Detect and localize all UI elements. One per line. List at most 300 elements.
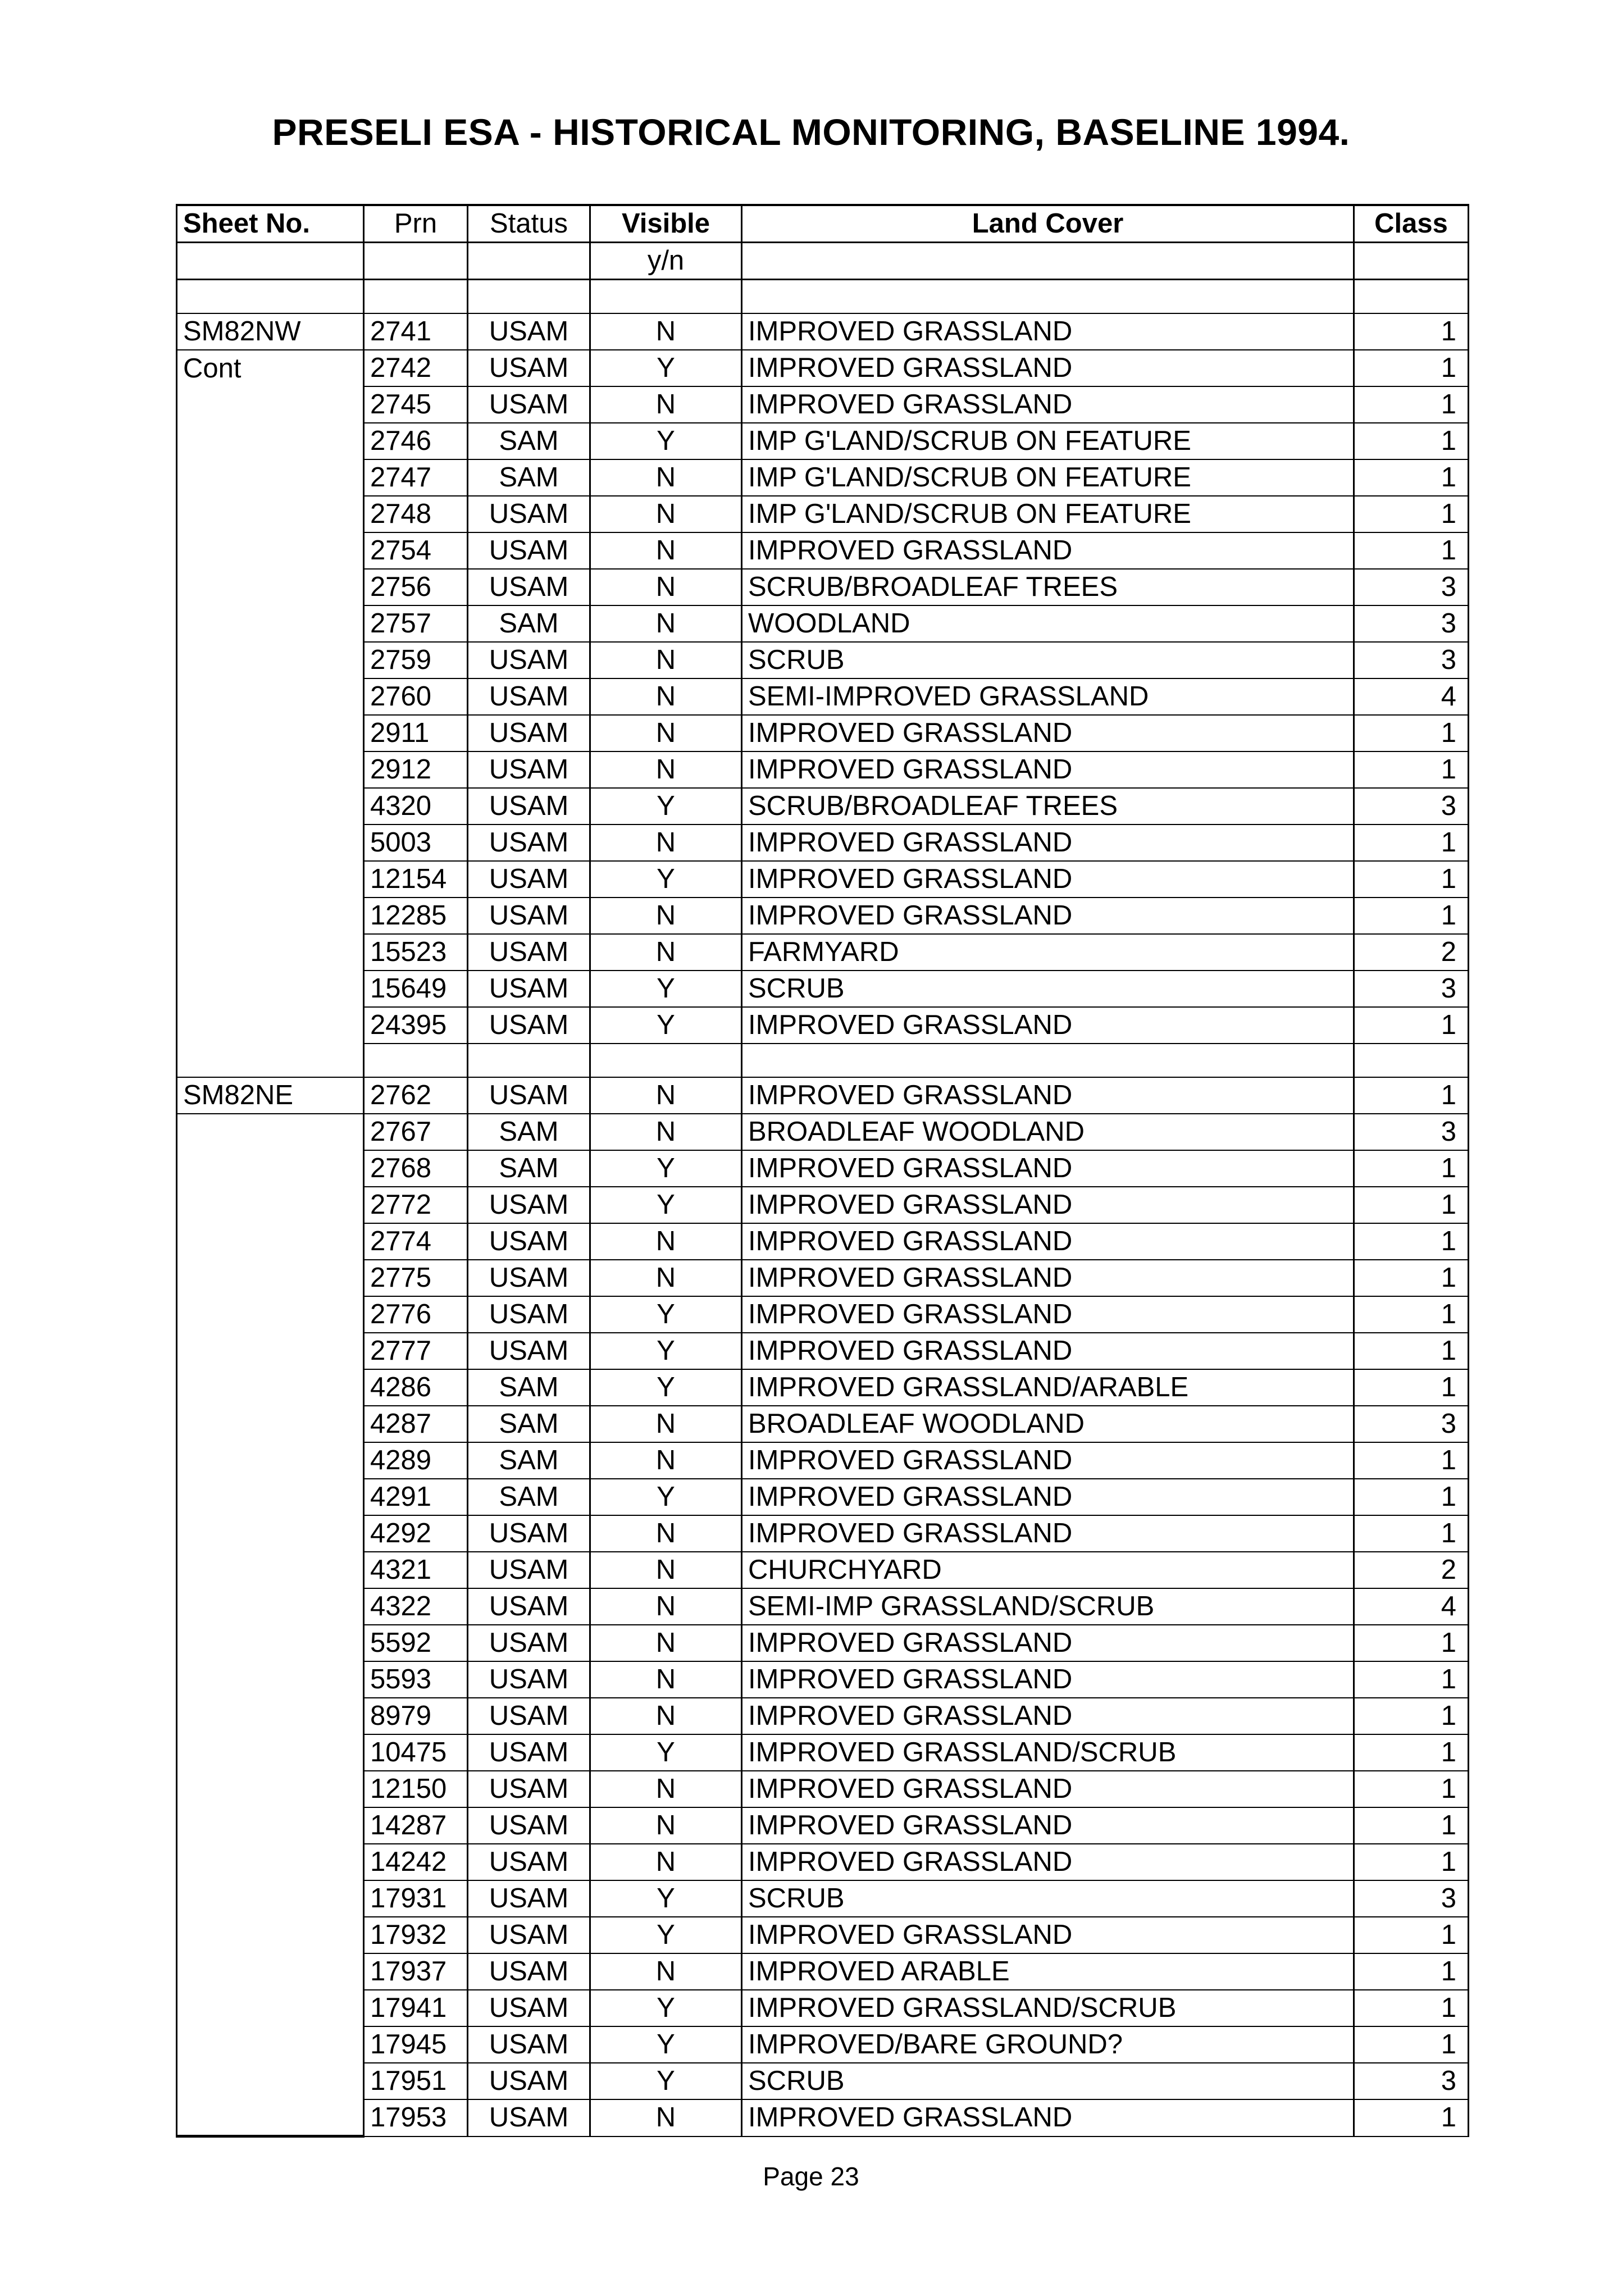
status-cell: SAM [468,1150,590,1187]
land-cover-cell: IMPROVED GRASSLAND [742,1223,1354,1260]
visible-cell: N [590,642,742,678]
status-cell: USAM [468,1698,590,1734]
visible-cell: N [590,1077,742,1114]
status-cell: USAM [468,1187,590,1223]
visible-cell: N [590,1844,742,1880]
visible-cell: Y [590,1296,742,1333]
prn-cell: 2768 [364,1150,468,1187]
class-cell: 1 [1354,1917,1469,1953]
land-cover-cell: IMPROVED GRASSLAND [742,350,1354,386]
table-row [177,1479,1469,1515]
status-cell: USAM [468,861,590,898]
visible-cell: Y [590,1990,742,2026]
spacer-cell [468,1044,590,1077]
prn-cell: 2912 [364,751,468,788]
status-cell: USAM [468,496,590,532]
land-cover-cell: SCRUB/BROADLEAF TREES [742,569,1354,605]
land-cover-cell: SEMI-IMPROVED GRASSLAND [742,678,1354,715]
table-row [177,1515,1469,1552]
visible-cell: N [590,715,742,751]
land-cover-cell: IMPROVED GRASSLAND [742,1479,1354,1515]
sheet-cell [177,2063,364,2099]
class-cell: 1 [1354,1260,1469,1296]
sheet-cell: SM82NW [177,313,364,350]
class-cell: 1 [1354,496,1469,532]
land-cover-cell: SCRUB/BROADLEAF TREES [742,788,1354,824]
land-cover-cell: IMPROVED GRASSLAND [742,1077,1354,1114]
status-cell: USAM [468,642,590,678]
table-row [177,1844,1469,1880]
class-cell: 1 [1354,423,1469,459]
table-row [177,2026,1469,2063]
class-cell: 3 [1354,971,1469,1007]
land-cover-cell: BROADLEAF WOODLAND [742,1114,1354,1150]
prn-cell: 2756 [364,569,468,605]
sheet-cell [177,1990,364,2026]
visible-cell: N [590,459,742,496]
status-cell: SAM [468,1442,590,1479]
visible-cell: N [590,1771,742,1807]
class-cell: 1 [1354,1807,1469,1844]
status-cell: USAM [468,1625,590,1661]
class-cell: 1 [1354,1296,1469,1333]
prn-cell: 2760 [364,678,468,715]
table-row [177,1369,1469,1406]
table-row [177,1552,1469,1588]
prn-cell: 2748 [364,496,468,532]
land-cover-cell: SCRUB [742,971,1354,1007]
land-cover-cell: IMPROVED GRASSLAND [742,1150,1354,1187]
table-row [177,788,1469,824]
status-cell: USAM [468,313,590,350]
status-cell: USAM [468,532,590,569]
table-row [177,423,1469,459]
header-sub-empty [742,243,1354,280]
prn-cell: 2772 [364,1187,468,1223]
class-cell: 1 [1354,1007,1469,1044]
land-cover-cell: IMPROVED GRASSLAND [742,1698,1354,1734]
spacer-cell [364,1044,468,1077]
table-row [177,678,1469,715]
visible-cell: N [590,2099,742,2136]
prn-cell: 2762 [364,1077,468,1114]
land-cover-cell: IMPROVED GRASSLAND [742,1807,1354,1844]
table-row [177,350,1469,386]
visible-cell: N [590,1625,742,1661]
prn-cell: 15523 [364,934,468,971]
status-cell: USAM [468,715,590,751]
land-cover-cell: SCRUB [742,2063,1354,2099]
class-cell: 1 [1354,350,1469,386]
sheet-cell [177,1917,364,1953]
sheet-cell [177,824,364,861]
visible-cell: Y [590,1917,742,1953]
land-cover-cell: IMPROVED GRASSLAND/SCRUB [742,1990,1354,2026]
visible-cell: N [590,1442,742,1479]
prn-cell: 12150 [364,1771,468,1807]
class-cell: 1 [1354,459,1469,496]
class-cell: 2 [1354,1552,1469,1588]
header-sub-empty [364,243,468,280]
header-visible-sub: y/n [590,243,742,280]
sheet-cell [177,1333,364,1369]
visible-cell: N [590,496,742,532]
spacer-cell [364,280,468,314]
table-row [177,459,1469,496]
sheet-cell [177,1880,364,1917]
table-row [177,642,1469,678]
prn-cell: 2911 [364,715,468,751]
class-cell: 1 [1354,898,1469,934]
land-cover-cell: IMPROVED GRASSLAND [742,532,1354,569]
sheet-cell [177,1296,364,1333]
header-sheet-no: Sheet No. [177,205,364,243]
prn-cell: 2741 [364,313,468,350]
prn-cell: 2767 [364,1114,468,1150]
table-row [177,532,1469,569]
visible-cell: N [590,1114,742,1150]
table-row [177,1114,1469,1150]
sheet-cell [177,569,364,605]
sheet-cell [177,1187,364,1223]
sheet-cell [177,1442,364,1479]
table-row [177,1223,1469,1260]
table-row [177,1442,1469,1479]
status-cell: USAM [468,2063,590,2099]
land-cover-cell: IMPROVED GRASSLAND [742,715,1354,751]
table-row [177,1296,1469,1333]
prn-cell: 2759 [364,642,468,678]
prn-cell: 17951 [364,2063,468,2099]
status-cell: USAM [468,678,590,715]
visible-cell: N [590,898,742,934]
sheet-cell [177,934,364,971]
status-cell: SAM [468,1479,590,1515]
visible-cell: N [590,934,742,971]
sheet-cell [177,788,364,824]
status-cell: USAM [468,386,590,423]
prn-cell: 10475 [364,1734,468,1771]
prn-cell: 4292 [364,1515,468,1552]
land-cover-cell: IMPROVED GRASSLAND [742,824,1354,861]
spacer-row [177,1044,1469,1077]
table-row [177,751,1469,788]
sheet-cell [177,1844,364,1880]
status-cell: SAM [468,459,590,496]
class-cell: 1 [1354,1698,1469,1734]
prn-cell: 5592 [364,1625,468,1661]
land-cover-cell: IMP G'LAND/SCRUB ON FEATURE [742,496,1354,532]
land-cover-cell: FARMYARD [742,934,1354,971]
status-cell: USAM [468,1223,590,1260]
sheet-cell [177,1552,364,1588]
visible-cell: N [590,1698,742,1734]
header-sub-empty [468,243,590,280]
table-row [177,898,1469,934]
spacer-cell [742,1044,1354,1077]
status-cell: USAM [468,569,590,605]
status-cell: USAM [468,1007,590,1044]
header-land-cover: Land Cover [742,205,1354,243]
sheet-cell: Cont [177,350,364,386]
status-cell: USAM [468,350,590,386]
prn-cell: 5003 [364,824,468,861]
sheet-cell [177,1734,364,1771]
land-cover-cell: IMPROVED GRASSLAND/SCRUB [742,1734,1354,1771]
status-cell: USAM [468,971,590,1007]
class-cell: 3 [1354,605,1469,642]
class-cell: 1 [1354,1734,1469,1771]
land-cover-cell: IMPROVED GRASSLAND [742,1187,1354,1223]
land-cover-cell: IMPROVED GRASSLAND [742,1661,1354,1698]
prn-cell: 4291 [364,1479,468,1515]
prn-cell: 2746 [364,423,468,459]
spacer-cell [590,1044,742,1077]
table-row [177,1260,1469,1296]
sheet-cell [177,642,364,678]
table-row [177,1698,1469,1734]
prn-cell: 2775 [364,1260,468,1296]
sheet-cell [177,898,364,934]
prn-cell: 17941 [364,1990,468,2026]
status-cell: USAM [468,1990,590,2026]
land-cover-cell: IMPROVED GRASSLAND [742,1771,1354,1807]
table-row [177,496,1469,532]
prn-cell: 2754 [364,532,468,569]
class-cell: 3 [1354,1880,1469,1917]
class-cell: 1 [1354,1077,1469,1114]
table-row [177,1807,1469,1844]
table-row [177,934,1469,971]
class-cell: 1 [1354,1515,1469,1552]
visible-cell: Y [590,1880,742,1917]
visible-cell: N [590,1260,742,1296]
status-cell: USAM [468,1260,590,1296]
status-cell: USAM [468,1552,590,1588]
table-body [177,205,1469,2136]
table-row [177,1661,1469,1698]
visible-cell: Y [590,1734,742,1771]
visible-cell: N [590,605,742,642]
class-cell: 1 [1354,1661,1469,1698]
class-cell: 1 [1354,861,1469,898]
spacer-cell [590,280,742,314]
land-cover-cell: IMPROVED GRASSLAND [742,2099,1354,2136]
sheet-cell [177,459,364,496]
spacer-cell [468,280,590,314]
visible-cell: N [590,1588,742,1625]
table-row [177,1625,1469,1661]
class-cell: 1 [1354,1990,1469,2026]
land-cover-cell: IMPROVED GRASSLAND [742,1844,1354,1880]
sheet-cell [177,1807,364,1844]
visible-cell: Y [590,2026,742,2063]
status-cell: USAM [468,1661,590,1698]
page-title: PRESELI ESA - HISTORICAL MONITORING, BASELINE 1994. [272,111,1350,153]
land-cover-cell: IMPROVED GRASSLAND [742,861,1354,898]
class-cell: 1 [1354,386,1469,423]
status-cell: USAM [468,1880,590,1917]
land-cover-cell: IMPROVED GRASSLAND [742,386,1354,423]
visible-cell: Y [590,350,742,386]
prn-cell: 24395 [364,1007,468,1044]
status-cell: USAM [468,1917,590,1953]
land-cover-cell: IMPROVED GRASSLAND [742,1625,1354,1661]
table-row [177,1406,1469,1442]
header-prn: Prn [364,205,468,243]
visible-cell: Y [590,423,742,459]
visible-cell: N [590,1406,742,1442]
land-cover-cell: WOODLAND [742,605,1354,642]
class-cell: 1 [1354,1844,1469,1880]
header-status: Status [468,205,590,243]
class-cell: 3 [1354,1406,1469,1442]
sheet-cell [177,715,364,751]
class-cell: 3 [1354,2063,1469,2099]
table-row [177,1771,1469,1807]
header-row [177,205,1469,243]
prn-cell: 4287 [364,1406,468,1442]
table-row [177,2099,1469,2136]
visible-cell: N [590,1515,742,1552]
class-cell: 3 [1354,788,1469,824]
sheet-cell [177,1406,364,1442]
prn-cell: 12154 [364,861,468,898]
header-sub-empty [1354,243,1469,280]
land-cover-cell: IMPROVED GRASSLAND [742,1442,1354,1479]
prn-cell: 14242 [364,1844,468,1880]
visible-cell: N [590,1953,742,1990]
prn-cell: 2742 [364,350,468,386]
page-number: Page 23 [763,2162,859,2191]
visible-cell: Y [590,788,742,824]
sheet-cell [177,678,364,715]
class-cell: 1 [1354,751,1469,788]
land-cover-cell: CHURCHYARD [742,1552,1354,1588]
prn-cell: 14287 [364,1807,468,1844]
sheet-cell [177,1150,364,1187]
sheet-cell [177,1953,364,1990]
prn-cell: 17931 [364,1880,468,1917]
prn-cell: 17937 [364,1953,468,1990]
land-cover-cell: IMPROVED GRASSLAND [742,1515,1354,1552]
table-row [177,1077,1469,1114]
status-cell: USAM [468,824,590,861]
visible-cell: Y [590,1479,742,1515]
land-cover-cell: IMPROVED GRASSLAND [742,898,1354,934]
sheet-cell [177,1661,364,1698]
class-cell: 4 [1354,1588,1469,1625]
land-cover-cell: IMPROVED GRASSLAND [742,751,1354,788]
table-row [177,1187,1469,1223]
class-cell: 4 [1354,678,1469,715]
class-cell: 1 [1354,824,1469,861]
land-cover-cell: IMPROVED ARABLE [742,1953,1354,1990]
status-cell: USAM [468,751,590,788]
status-cell: USAM [468,1515,590,1552]
status-cell: USAM [468,1588,590,1625]
class-cell: 3 [1354,1114,1469,1150]
status-cell: USAM [468,1333,590,1369]
land-cover-cell: IMPROVED/BARE GROUND? [742,2026,1354,2063]
prn-cell: 5593 [364,1661,468,1698]
visible-cell: N [590,1807,742,1844]
class-cell: 1 [1354,1953,1469,1990]
prn-cell: 8979 [364,1698,468,1734]
sheet-cell [177,605,364,642]
visible-cell: N [590,751,742,788]
visible-cell: N [590,569,742,605]
visible-cell: N [590,824,742,861]
land-cover-cell: IMPROVED GRASSLAND [742,1007,1354,1044]
class-cell: 1 [1354,1771,1469,1807]
sheet-cell [177,1515,364,1552]
sheet-cell [177,1698,364,1734]
status-cell: USAM [468,1734,590,1771]
status-cell: SAM [468,1369,590,1406]
prn-cell: 2777 [364,1333,468,1369]
visible-cell: Y [590,1333,742,1369]
header-class: Class [1354,205,1469,243]
sheet-cell [177,1260,364,1296]
sheet-cell [177,496,364,532]
class-cell: 2 [1354,934,1469,971]
sheet-cell [177,751,364,788]
table-row [177,1150,1469,1187]
table-row [177,1917,1469,1953]
status-cell: SAM [468,1406,590,1442]
prn-cell: 2757 [364,605,468,642]
land-cover-cell: IMPROVED GRASSLAND [742,1296,1354,1333]
sheet-cell [177,1114,364,1150]
status-cell: USAM [468,1296,590,1333]
land-cover-cell: IMPROVED GRASSLAND [742,1260,1354,1296]
class-cell: 1 [1354,1333,1469,1369]
land-cover-cell: IMP G'LAND/SCRUB ON FEATURE [742,459,1354,496]
visible-cell: Y [590,1150,742,1187]
visible-cell: Y [590,861,742,898]
table-row [177,313,1469,350]
table-row [177,1588,1469,1625]
spacer-cell [1354,1044,1469,1077]
visible-cell: N [590,678,742,715]
table-row [177,715,1469,751]
spacer-cell [1354,280,1469,314]
class-cell: 1 [1354,1479,1469,1515]
prn-cell: 4320 [364,788,468,824]
visible-cell: Y [590,1369,742,1406]
class-cell: 3 [1354,569,1469,605]
visible-cell: Y [590,1007,742,1044]
table-row [177,386,1469,423]
status-cell: USAM [468,1953,590,1990]
table-row [177,1734,1469,1771]
class-cell: 1 [1354,1187,1469,1223]
header-visible: Visible [590,205,742,243]
sheet-cell [177,861,364,898]
sheet-cell [177,2026,364,2063]
land-cover-cell: IMPROVED GRASSLAND [742,313,1354,350]
table-row [177,2063,1469,2099]
header-sub-empty [177,243,364,280]
visible-cell: N [590,313,742,350]
prn-cell: 17953 [364,2099,468,2136]
land-cover-cell: IMPROVED GRASSLAND/ARABLE [742,1369,1354,1406]
sheet-cell [177,423,364,459]
visible-cell: Y [590,971,742,1007]
table-row [177,1333,1469,1369]
land-cover-cell: BROADLEAF WOODLAND [742,1406,1354,1442]
